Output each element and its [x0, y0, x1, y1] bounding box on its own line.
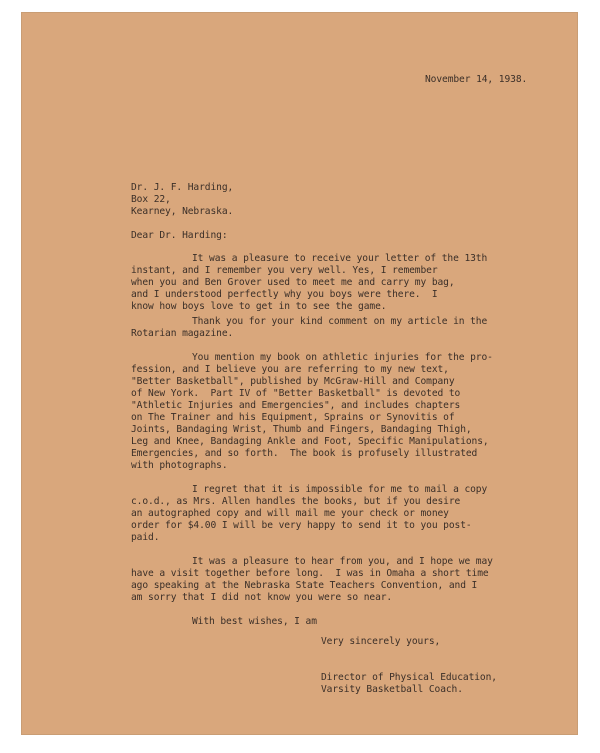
- paragraph-line: Leg and Knee, Bandaging Ankle and Foot, Specific Manipulations,: [131, 436, 489, 447]
- paragraph-line: Joints, Bandaging Wrist, Thumb and Fingers, Bandaging Thigh,: [131, 424, 472, 435]
- paragraph-line: of New York. Part IV of "Better Basketball" is devoted to: [131, 388, 461, 399]
- paragraph-line: "Athletic Injuries and Emergencies", and includes chapters: [131, 400, 461, 411]
- paragraph-line: paid.: [131, 532, 160, 543]
- salutation: Dear Dr. Harding:: [131, 230, 228, 241]
- signature-title: Director of Physical Education,: [321, 672, 497, 683]
- letter-page: [21, 12, 578, 735]
- paragraph-line: am sorry that I did not know you were so near.: [131, 592, 393, 603]
- paragraph-line: I regret that it is impossible for me to mail a copy: [192, 484, 488, 495]
- paragraph-line: with photographs.: [131, 460, 228, 471]
- paragraph-line: Rotarian magazine.: [131, 328, 234, 339]
- paragraph-line: order for $4.00 I will be very happy to send it to you post-: [131, 520, 472, 531]
- paragraph-line: and I understood perfectly why you boys were there. I: [131, 289, 438, 300]
- recipient-city: Kearney, Nebraska.: [131, 206, 234, 217]
- paragraph-line: "Better Basketball", published by McGraw-Hill and Company: [131, 376, 455, 387]
- paragraph-line: You mention my book on athletic injuries for the pro-: [192, 352, 493, 363]
- paragraph-line: when you and Ben Grover used to meet me and carry my bag,: [131, 277, 455, 288]
- paragraph-line: instant, and I remember you very well. Yes, I remember: [131, 265, 438, 276]
- paragraph-line: have a visit together before long. I was in Omaha a short time: [131, 568, 489, 579]
- paragraph-line: Emergencies, and so forth. The book is profusely illustrated: [131, 448, 478, 459]
- letter-date: November 14, 1938.: [425, 74, 528, 85]
- paragraph-line: It was a pleasure to hear from you, and I hope we may: [192, 556, 493, 567]
- paragraph-line: c.o.d., as Mrs. Allen handles the books, but if you desire: [131, 496, 461, 507]
- paragraph-line: Thank you for your kind comment on my article in the: [192, 316, 488, 327]
- paragraph-line: on The Trainer and his Equipment, Sprains or Synovitis of: [131, 412, 455, 423]
- signature-subtitle: Varsity Basketball Coach.: [321, 684, 463, 695]
- recipient-box: Box 22,: [131, 194, 171, 205]
- recipient-name: Dr. J. F. Harding,: [131, 182, 234, 193]
- paragraph-line: ago speaking at the Nebraska State Teachers Convention, and I: [131, 580, 478, 591]
- complimentary-close: Very sincerely yours,: [321, 636, 441, 647]
- best-wishes: With best wishes, I am: [192, 616, 317, 627]
- paragraph-line: fession, and I believe you are referring to my new text,: [131, 364, 449, 375]
- paragraph-line: It was a pleasure to receive your letter of the 13th: [192, 253, 488, 264]
- paragraph-line: an autographed copy and will mail me your check or money: [131, 508, 449, 519]
- paragraph-line: know how boys love to get in to see the game.: [131, 301, 387, 312]
